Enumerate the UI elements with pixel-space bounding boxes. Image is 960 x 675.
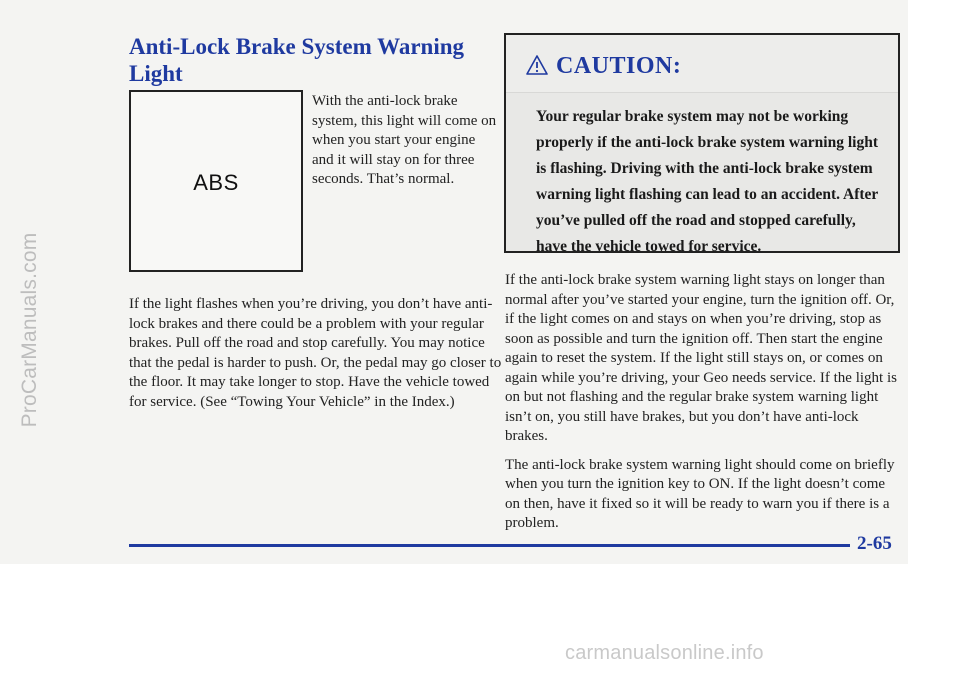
section-title-line-1: Anti-Lock Brake System Warning Light <box>129 34 465 86</box>
stays-on-paragraph: If the anti-lock brake system warning light stays on longer than normal after you’ve started your engine, turn the ignition off. Or, if the light comes on and stays on when you’re driving, stop as soon as possible and turn the ignition off. Then start the engine again to reset the system. If the light still stays on, or comes on again while you’re driving, your Geo needs service. If the light is on but not flashing and the regular brake system warning light isn’t on, you still have brakes, but you don’t have anti-lock brakes. <box>505 272 897 444</box>
caution-title: CAUTION: <box>556 53 682 79</box>
bulb-check-paragraph: The anti-lock brake system warning light should come on briefly when you turn the ignition key to ON. If the light doesn’t come on then, have it fixed so it will be ready to warn you if there is a problem. <box>505 456 895 531</box>
caution-header <box>506 35 898 93</box>
right-column-text <box>505 271 900 534</box>
warning-triangle-icon <box>526 54 548 76</box>
caution-body: Your regular brake system may not be working properly if the anti-lock brake system warning light is flashing. Driving with the anti-lock brake system warning light flashing can lead to an accident. After you’ve pulled off the road and stopped carefully, have the vehicle towed for service. <box>536 108 879 255</box>
abs-indicator-illustration <box>129 90 303 272</box>
bottom-watermark: carmanualsonline.info <box>565 642 764 664</box>
caution-box <box>504 33 900 253</box>
intro-text: With the anti-lock brake system, this light will come on when you start your engine and it will stay on for three seconds. That’s normal. <box>312 93 497 187</box>
page-number: 2-65 <box>857 533 892 554</box>
side-watermark: ProCarManuals.com <box>18 232 41 428</box>
footer-rule <box>129 544 850 547</box>
flashing-light-paragraph: If the light flashes when you’re driving, you don’t have anti-lock brakes and there could be a problem with your regular brakes. Pull off the road and stop carefully. You may notice that the pedal is harder to push. Or, the pedal may go closer to the floor. It may take longer to stop. Have the vehicle towed for service. (See “Towing Your Vehicle” in the Index.) <box>129 296 502 410</box>
abs-indicator-label: ABS <box>193 170 239 195</box>
